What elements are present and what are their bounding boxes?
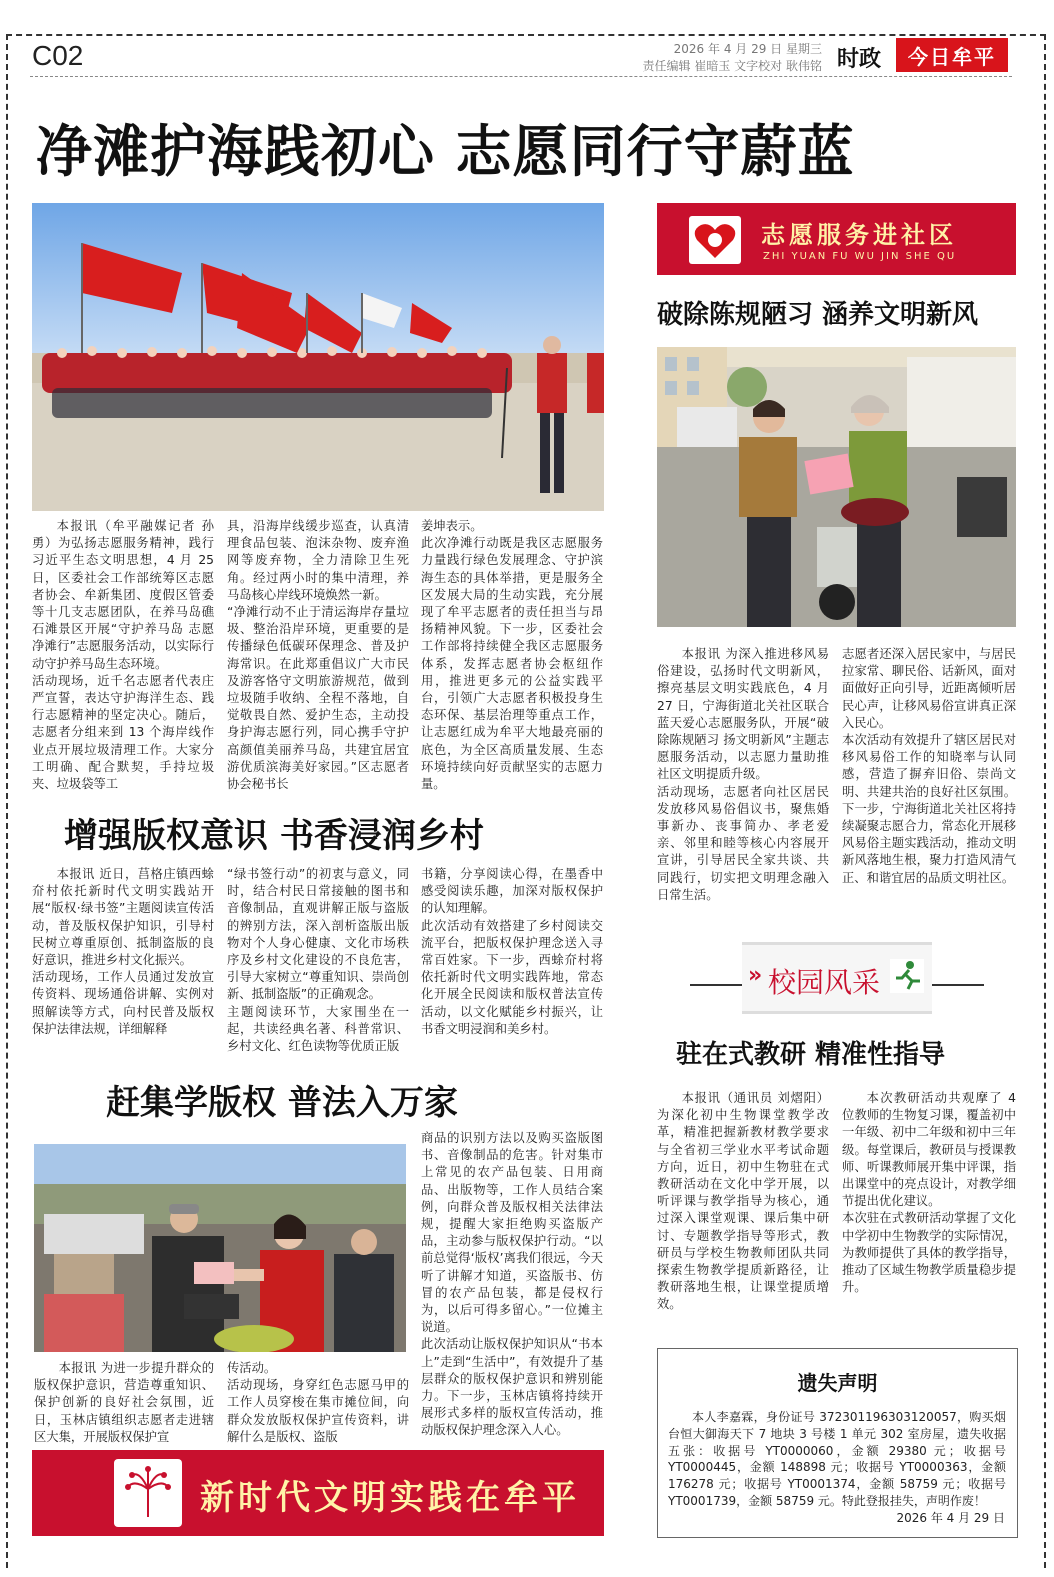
article2-col1 xyxy=(32,866,214,1038)
campus-banner-line-right xyxy=(932,984,984,986)
civilization-logo xyxy=(114,1459,182,1527)
article2-col1-text: 本报讯 近日，莒格庄镇西蜍夼村依托新时代文明实践站开展“版权·绿书签”主题阅读宣传活动，普及版权保护知识，引导村民树立尊重原创、抵制盗版的良好意识，推进乡村文化振兴。 活动现场，工作人员通过发放宣传资料、现场通俗讲解、实例对照解读等方式，向村民普及版权保护法律法规，详细解释 xyxy=(32,867,214,1036)
article4-col2 xyxy=(842,646,1016,887)
article5-col1-text: 本报讯（通讯员 刘熠阳）为深化初中生物课堂教学改革，精准把握新教材教学要求与全省初三学业水平考试命题方向，近日，初中生物驻在式教研活动在文化中学开展，以听评课与教学指导为核心，通过深入课堂观课、课后集中研讨、专题教学指导等形式，教研员与学校生物教师团队共同探索生物教学提质新路径，让教研落地生根，让课堂提质增效。 xyxy=(657,1091,829,1312)
volunteer-banner-title: 志愿服务进社区 xyxy=(761,220,957,249)
page-code: C02 xyxy=(32,40,84,71)
campus-banner-title: 校园风采 xyxy=(768,966,881,999)
article5-col2 xyxy=(842,1090,1016,1296)
main-article-col3 xyxy=(421,518,603,793)
newspaper-logo: 今日牟平 xyxy=(896,38,1008,72)
article5-headline: 驻在式教研 精准性指导 xyxy=(676,1040,946,1070)
article4-col1-text: 本报讯 为深入推进移风易俗建设，弘扬时代文明新风，擦亮基层文明实践底色，4 月 27 日，宁海街道北关社区联合蓝天爱心志愿服务队，开展“破除陈规陋习 扬文明新风”主题志愿服务活动，以志愿力量助推社区文明提质升级。 活动现场，志愿者向社区居民发放移风易俗倡议书，聚焦婚事新办、丧事简办、孝老爱亲、邻里和睦等核心内容展开宣讲，引导居民全家共谈、共同践行，切实把文明理念融入日常生活。 xyxy=(657,647,829,902)
article4-col1 xyxy=(657,646,829,904)
bottom-banner-text: 新时代文明实践在牟平 xyxy=(200,1478,580,1518)
lost-notice-date: 2026 年 4 月 29 日 xyxy=(896,1511,1005,1525)
volunteer-banner xyxy=(657,203,1016,275)
editor-line: 责任编辑 崔暗玉 文字校对 耿伟铭 xyxy=(642,59,822,73)
heart-logo-icon xyxy=(689,216,741,264)
header-info xyxy=(600,41,822,75)
runner-icon xyxy=(890,959,924,993)
lost-notice-title: 遗失声明 xyxy=(797,1371,878,1395)
main-article-col1 xyxy=(32,518,214,793)
double-chevron-icon: » xyxy=(748,963,763,988)
article3-right-col xyxy=(421,1130,603,1440)
lost-notice-body: 本人李嘉霖，身份证号 372301196303120057，购买烟台恒大御海天下 7 地块 3 号楼 1 单元 302 室房屋，遗失收据五张：收据号 YT0000060，金额 29380 元；收据号 YT0000445，金额 148898 元；收据号 YT0000363，金额 176278 元；收据号 YT0001374，金额 58759 元；收据号 YT0001739，金额 58759 元。特此登报挂失，声明作废！ xyxy=(668,1410,1006,1508)
header-divider xyxy=(30,76,1012,77)
beach-cleanup-photo xyxy=(32,203,604,511)
date-line: 2026 年 4 月 29 日 星期三 xyxy=(673,42,822,56)
main-article-col1-text: 本报讯（牟平融媒记者 孙勇）为弘扬志愿服务精神，践行习近平生态文明思想，4 月 25 日，区委社会工作部统筹区志愿者协会、牟新集团、度假区管委等十几支志愿团队，在养马岛礁石滩景区开展“守护养马岛 志愿净滩行”志愿服务活动，以实际行动守护养马岛生态环境。 活动现场，近千名志愿者代表庄严宣誓，表达守护海洋生态、践行志愿精神的坚定决心。随后，志愿者分组来到 13 个海岸线作业点开展垃圾清理工作。大家分工明确、配合默契，手持垃圾夹、垃圾袋等工 xyxy=(32,519,214,792)
article3-bottom-col1-text: 本报讯 为进一步提升群众的版权保护意识，营造尊重知识、保护创新的良好社会氛围，近日，玉林店镇组织志愿者走进辖区大集，开展版权保护宣 xyxy=(34,1361,214,1444)
campus-banner xyxy=(690,936,984,1016)
campus-banner-box xyxy=(742,942,932,1014)
article2-headline: 增强版权意识 书香浸润乡村 xyxy=(64,816,484,856)
article3-bottom-col1 xyxy=(34,1360,214,1446)
article2-col3 xyxy=(421,866,603,1038)
article3-headline: 赶集学版权 普法入万家 xyxy=(106,1083,458,1123)
lost-notice-box xyxy=(657,1348,1018,1538)
article4-col2-text: 志愿者还深入居民家中，与居民拉家常、聊民俗、话新风，面对面做好正向引导，近距离倾听居民心声，让移风易俗宣讲真正深入民心。 本次活动有效提升了辖区居民对移风易俗工作的知晓率与认同感，营造了摒弃旧俗、崇尚文明、共建共治的良好社区氛围。下一步，宁海街道北关社区将持续凝聚志愿合力，常态化开展移风易俗主题实践活动，推动文明新风落地生根，聚力打造风清气正、和谐宜居的品质文明社区。 xyxy=(842,647,1016,885)
market-photo xyxy=(34,1144,406,1352)
main-article-col2-text: 具，沿海岸线缓步巡查，认真清理食品包装、泡沫杂物、废弃渔网等废弃物，全力清除卫生死角。经过两小时的集中清理，养马岛核心岸线环境焕然一新。 “净滩行动不止于清运海岸存量垃圾、整治沿岸环境，更重要的是传播绿色低碳环保理念、普及护海常识。在此郑重倡议广大市民及游客恪守文明旅游规范，做到垃圾随手收纳、全程不落地，自觉敬畏自然、爱护生态，主动投身护海志愿行列，同心携手守护高颜值美丽养马岛，共建宜居宜游优质滨海美好家园。”区志愿者协会秘书长 xyxy=(227,519,409,792)
article3-bottom-col2 xyxy=(227,1360,409,1446)
article5-col2-text: 本次教研活动共观摩了 4 位教师的生物复习课，覆盖初中一年级、初中二年级和初中三年级。每堂课后，教研员与授课教师、听课教师展开集中评课，指出课堂中的亮点设计，对教学细节提出优化建议。 本次驻在式教研活动掌握了文化中学初中生物教学的实际情况，为教师提供了具体的教学指导，推动了区域生物教学质量稳步提升。 xyxy=(842,1091,1016,1295)
volunteer-banner-pinyin: ZHI YUAN FU WU JIN SHE QU xyxy=(763,251,957,262)
article2-col2 xyxy=(227,866,409,1055)
main-article-col2 xyxy=(227,518,409,793)
article5-col1 xyxy=(657,1090,829,1314)
main-headline: 净滩护海践初心 志愿同行守蔚蓝 xyxy=(36,120,855,185)
section-name: 时政 xyxy=(837,47,882,72)
community-photo xyxy=(657,347,1016,627)
article3-right-col-text: 商品的识别方法以及购买盗版图书、音像制品的危害。针对集市上常见的农产品包装、日用商品、出版物等，工作人员结合案例，向群众普及版权相关法律法规，提醒大家拒绝购买盗版产品，主动参与版权保护行动。“以前总觉得‘版权’离我们很远，今天听了讲解才知道，买盗版书、仿冒的农产品包装，都是侵权行为，以后可得多留心。”一位摊主说道。 此次活动让版权保护知识从“书本上”走到“生活中”，有效提升了基层群众的版权保护意识和辨别能力。下一步，玉林店镇将持续开展形式多样的版权宣传活动，推动版权保护理念深入人心。 xyxy=(421,1131,603,1438)
campus-banner-line-left xyxy=(690,984,742,986)
article3-bottom-col2-text: 传活动。 活动现场，身穿红色志愿马甲的工作人员穿梭在集市摊位间，向群众发放版权保护宣传资料，讲解什么是版权、盗版 xyxy=(227,1361,409,1444)
main-article-col3-text: 姜坤表示。 此次净滩行动既是我区志愿服务力量践行绿色发展理念、守护滨海生态的具体举措，更是服务全区发展大局的生动实践，充分展现了牟平志愿者的责任担当与昂扬精神风貌。下一步，区委社会工作部将持续健全我区志愿服务体系，发挥志愿者协会枢纽作用，推进更多元的公益实践平台，引领广大志愿者积极投身生态环保、基层治理等重点工作，让志愿红成为牟平大地最亮丽的底色，为全区高质量发展、生态环境持续向好贡献坚实的志愿力量。 xyxy=(421,519,603,792)
article2-col3-text: 书籍，分享阅读心得，在墨香中感受阅读乐趣，加深对版权保护的认知理解。 此次活动有效搭建了乡村阅读交流平台，把版权保护理念送入寻常百姓家。下一步，西蜍夼村将依托新时代文明实践阵地，常态化开展全民阅读和版权普法宣传活动，以文化赋能乡村振兴，让书香文明浸润和美乡村。 xyxy=(421,867,603,1036)
article2-col2-text: “绿书签行动”的初衷与意义，同时，结合村民日常接触的图书和音像制品，直观讲解正版与盗版的辨别方法，深入剖析盗版出版物对个人身心健康、文化市场秩序及乡村文化建设的不良危害，引导大家树立“尊重知识、崇尚创新、抵制盗版”的正确观念。 主题阅读环节，大家围坐在一起，共读经典名著、科普常识、乡村文化、红色读物等优质正版 xyxy=(227,867,409,1054)
article4-headline: 破除陈规陋习 涵养文明新风 xyxy=(657,300,979,330)
bottom-banner xyxy=(32,1450,604,1536)
